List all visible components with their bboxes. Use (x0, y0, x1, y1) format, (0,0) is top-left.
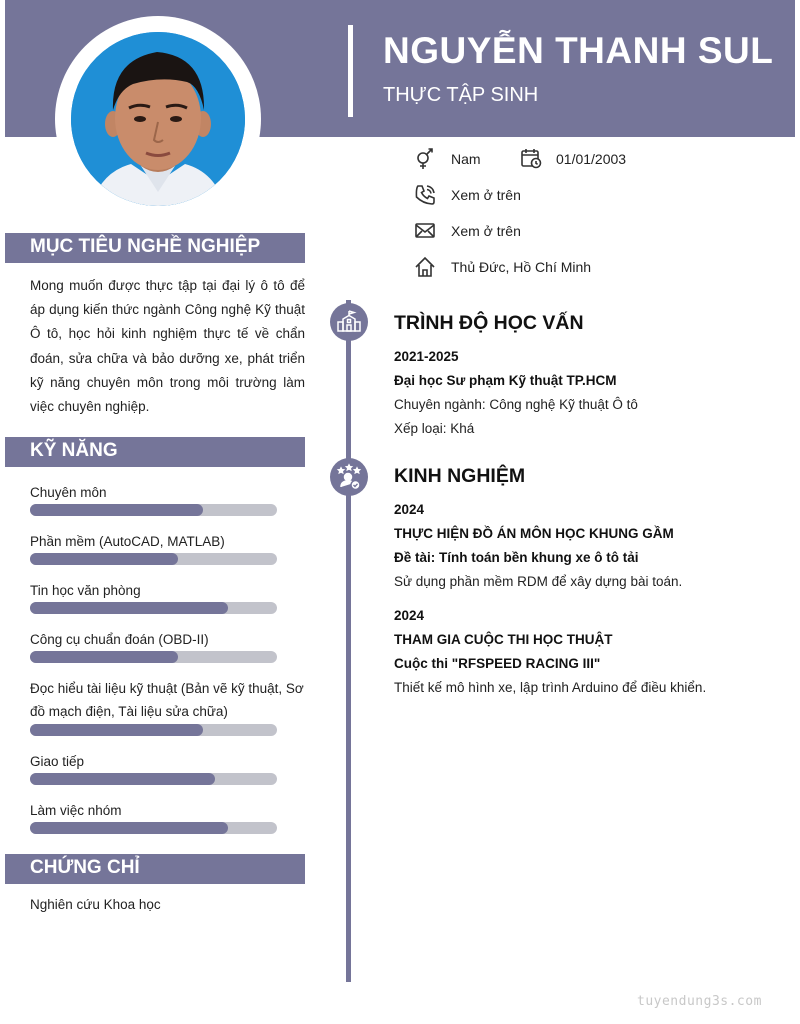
skill-level-fill (30, 773, 215, 785)
skill-label: Làm việc nhóm (30, 803, 122, 818)
experience-year: 2024 (394, 608, 425, 623)
phone-value: Xem ở trên (451, 187, 521, 203)
school-icon (330, 303, 368, 341)
skill-level-bar (30, 822, 277, 834)
skill-level-bar (30, 651, 277, 663)
education-major: Chuyên ngành: Công nghệ Kỹ thuật Ô tô (394, 397, 638, 412)
avatar (71, 32, 245, 206)
skill-label: Phần mềm (AutoCAD, MATLAB) (30, 534, 225, 549)
skill-level-bar (30, 724, 277, 736)
experience-year: 2024 (394, 502, 425, 517)
skill-level-bar (30, 504, 277, 516)
address-value: Thủ Đức, Hồ Chí Minh (451, 259, 592, 275)
candidate-name: NGUYỄN THANH SUL (383, 30, 774, 71)
skill-level-bar (30, 602, 277, 614)
education-period: 2021-2025 (394, 349, 459, 364)
gender-value: Nam (451, 151, 481, 167)
skill-level-bar (30, 553, 277, 565)
job-title: THỰC TẬP SINH (383, 84, 539, 106)
skill-level-fill (30, 504, 203, 516)
objective-text: Mong muốn được thực tập tại đại lý ô tô để áp dụng kiến thức ngành Công nghệ Kỹ thuật Ô tô, học hỏi kinh nghiệm thực tế về chẩn đoán, sửa chữa và bảo dưỡng xe, phát triển kỹ năng chuyên môn trong môi trường làm việc chuyên nghiệp. (30, 278, 305, 415)
education-school: Đại học Sư phạm Kỹ thuật TP.HCM (394, 373, 617, 388)
experience-description: Sử dụng phần mềm RDM để xây dựng bài toán. (394, 574, 683, 589)
experience-role: THỰC HIỆN ĐỒ ÁN MÔN HỌC KHUNG GẦM (394, 526, 674, 541)
phone-icon (414, 184, 436, 206)
calendar-icon (520, 147, 542, 169)
experience-subtitle: Cuộc thi "RFSPEED RACING III" (394, 656, 601, 671)
skill-label: Giao tiếp (30, 754, 85, 769)
skill-level-fill (30, 724, 203, 736)
skill-label: Đọc hiểu tài liệu kỹ thuật (Bản vẽ kỹ thuật, Sơ đồ mạch điện, Tài liệu sửa chữa) (30, 681, 304, 719)
experience-title: KINH NGHIỆM (394, 465, 526, 487)
skills-section-header (5, 437, 305, 467)
gender-icon (414, 148, 436, 170)
experience-icon (330, 458, 368, 496)
skill-label: Tin học văn phòng (30, 583, 141, 598)
skills-title: KỸ NĂNG (30, 440, 118, 461)
email-value: Xem ở trên (451, 223, 521, 239)
certificates-title: CHỨNG CHỈ (30, 857, 140, 878)
home-icon (414, 256, 436, 278)
skill-label: Chuyên môn (30, 485, 107, 500)
skill-level-fill (30, 822, 228, 834)
certificate-item: Nghiên cứu Khoa học (30, 897, 161, 912)
education-rank: Xếp loại: Khá (394, 421, 475, 436)
experience-description: Thiết kế mô hình xe, lập trình Arduino để điều khiển. (394, 680, 707, 695)
experience-role: THAM GIA CUỘC THI HỌC THUẬT (394, 632, 613, 647)
objective-section-header (5, 233, 305, 263)
skill-level-fill (30, 553, 178, 565)
skill-label: Công cụ chuẩn đoán (OBD-II) (30, 632, 209, 647)
experience-subtitle: Đề tài: Tính toán bền khung xe ô tô tải (394, 550, 639, 565)
skill-level-fill (30, 651, 178, 663)
birthday-value: 01/01/2003 (556, 151, 627, 167)
education-title: TRÌNH ĐỘ HỌC VẤN (394, 312, 584, 334)
watermark: tuyendung3s.com (637, 994, 762, 1009)
skill-level-bar (30, 773, 277, 785)
timeline-line (346, 300, 351, 982)
email-icon (414, 220, 436, 242)
objective-title: MỤC TIÊU NGHỀ NGHIỆP (30, 236, 261, 257)
certificates-section-header (5, 854, 305, 884)
skill-level-fill (30, 602, 228, 614)
header-divider (348, 25, 353, 117)
